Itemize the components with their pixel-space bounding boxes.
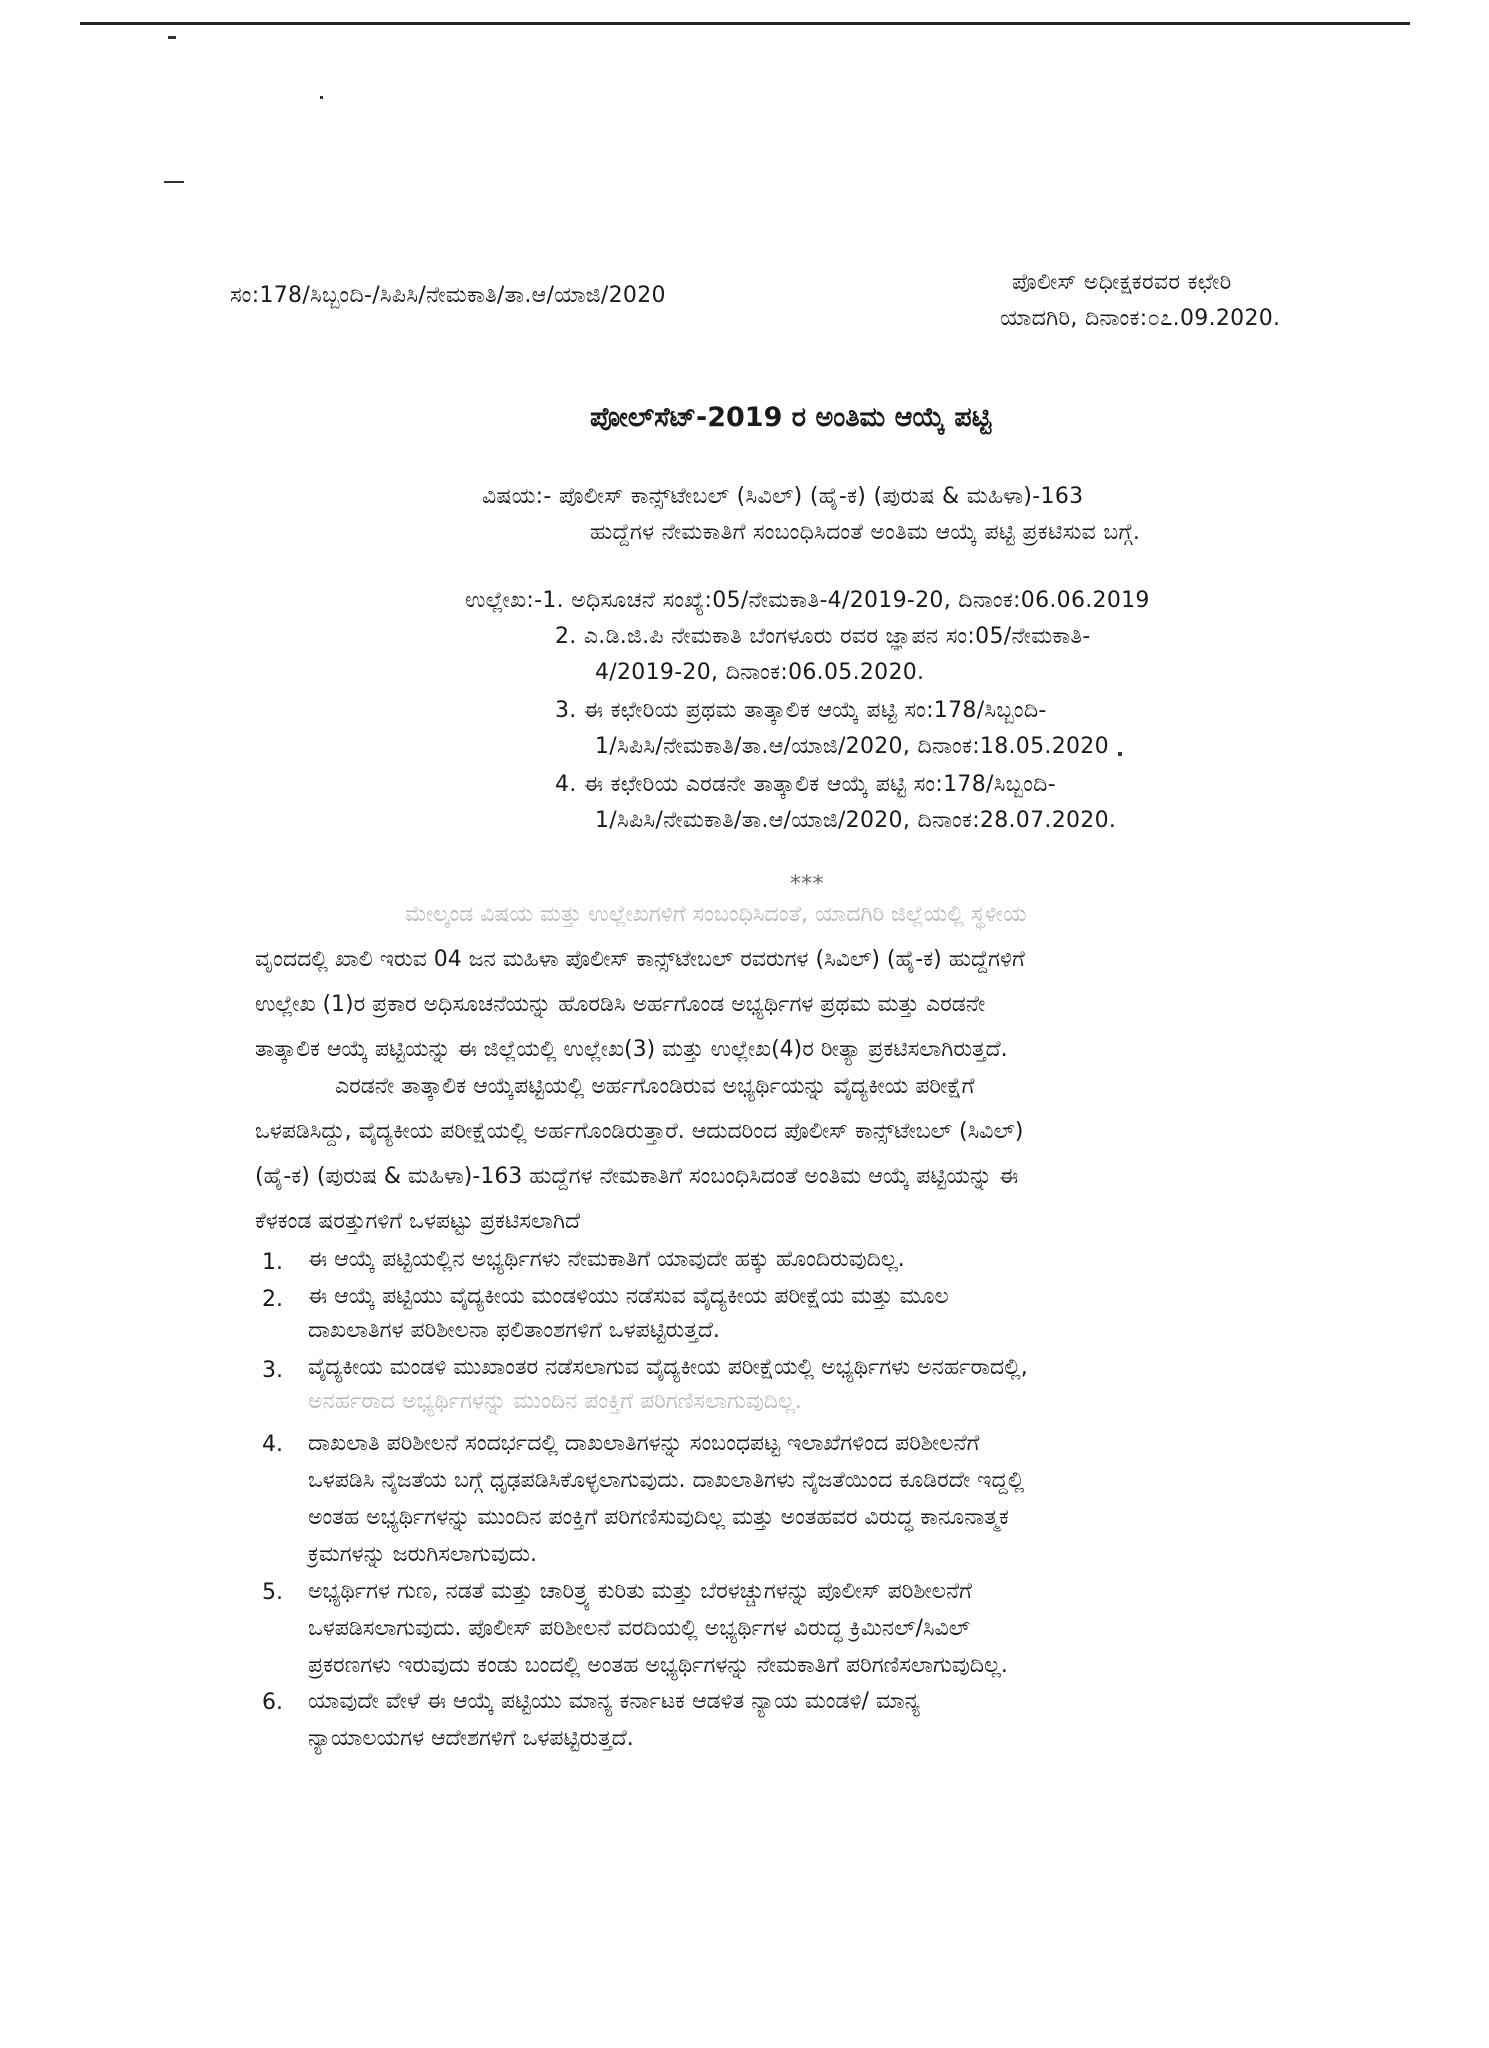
place-and-date: ಯಾದಗಿರಿ, ದಿನಾಂಕ:೦೭.09.2020. [1000, 306, 1281, 331]
condition-item [308, 1280, 949, 1348]
condition-number: 6. [262, 1690, 283, 1715]
body-line: ಕೆಳಕಂಡ ಷರತ್ತುಗಳಿಗೆ ಒಳಪಟ್ಟು ಪ್ರಕಟಿಸಲಾಗಿದೆ [255, 1209, 581, 1234]
separator: *** [790, 872, 824, 897]
condition-item [308, 1351, 1028, 1419]
condition-item [308, 1425, 1024, 1573]
condition-line: ಈ ಆಯ್ಕೆ ಪಟ್ಟಿಯು ವೈದ್ಯಕೀಯ ಮಂಡಳಿಯು ನಡೆಸುವ ವೈದ್ಯಕೀಯ ಪರೀಕ್ಷೆಯ ಮತ್ತು ಮೂಲ [308, 1284, 949, 1309]
page-title: ಪೋಲ್‌ಸೆಟ್-2019 ರ ಅಂತಿಮ ಆಯ್ಕೆ ಪಟ್ಟಿ [590, 402, 992, 433]
condition-line: ಅನರ್ಹರಾದ ಅಭ್ಯರ್ಥಿಗಳನ್ನು ಮುಂದಿನ ಪಂಕ್ತಿಗೆ ಪರಿಗಣಿಸಲಾಗುವುದಿಲ್ಲ. [308, 1389, 802, 1414]
reference-2-line-2: 4/2019-20, ದಿನಾಂಕ:06.05.2020. [595, 660, 925, 685]
condition-number: 1. [262, 1250, 283, 1275]
reference-4-line-2: 1/ಸಿಪಿಸಿ/ನೇಮಕಾತಿ/ತಾ.ಆ/ಯಾಜಿ/2020, ದಿನಾಂಕ:28.07.2020. [595, 808, 1117, 833]
reference-number: ಸಂ:178/ಸಿಬ್ಬಂದಿ-/ಸಿಪಿಸಿ/ನೇಮಕಾತಿ/ತಾ.ಆ/ಯಾಜಿ/2020 [230, 283, 666, 308]
condition-line: ಒಳಪಡಿಸಿ ನೈಜತೆಯ ಬಗ್ಗೆ ಧೃಢಪಡಿಸಿಕೊಳ್ಳಲಾಗುವುದು. ದಾಖಲಾತಿಗಳು ನೈಜತೆಯಿಂದ ಕೂಡಿರದೇ ಇದ್ದಲ್ಲಿ [308, 1468, 1025, 1493]
body-line: ಉಲ್ಲೇಖ (1)ರ ಪ್ರಕಾರ ಅಧಿಸೂಚನೆಯನ್ನು ಹೊರಡಿಸಿ ಅರ್ಹಗೊಂಡ ಅಭ್ಯರ್ಥಿಗಳ ಪ್ರಥಮ ಮತ್ತು ಎರಡನೇ [255, 992, 986, 1017]
reference-3-line-1: 3. ಈ ಕಛೇರಿಯ ಪ್ರಥಮ ತಾತ್ಕಾಲಿಕ ಆಯ್ಕೆ ಪಟ್ಟಿ ಸಂ:178/ಸಿಬ್ಬಂದಿ- [555, 698, 1047, 723]
reference-4-line-1: 4. ಈ ಕಛೇರಿಯ ಎರಡನೇ ತಾತ್ಕಾಲಿಕ ಆಯ್ಕೆ ಪಟ್ಟಿ ಸಂ:178/ಸಿಬ್ಬಂದಿ- [555, 772, 1056, 797]
body-line: ಎರಡನೇ ತಾತ್ಕಾಲಿಕ ಆಯ್ಕೆಪಟ್ಟಿಯಲ್ಲಿ ಅರ್ಹಗೊಂಡಿರುವ ಅಭ್ಯರ್ಥಿಯನ್ನು ವೈದ್ಯಕೀಯ ಪರೀಕ್ಷೆಗೆ [335, 1074, 975, 1099]
body-line: ಮೇಲ್ಕಂಡ ವಿಷಯ ಮತ್ತು ಉಲ್ಲೇಖಗಳಿಗೆ ಸಂಬಂಧಿಸಿದಂತೆ, ಯಾದಗಿರಿ ಜಿಲ್ಲೆಯಲ್ಲಿ ಸ್ಥಳೀಯ [405, 902, 1027, 927]
condition-line: ದಾಖಲಾತಿ ಪರಿಶೀಲನೆ ಸಂದರ್ಭದಲ್ಲಿ ದಾಖಲಾತಿಗಳನ್ನು ಸಂಬಂಧಪಟ್ಟ ಇಲಾಖೆಗಳಿಂದ ಪರಿಶೀಲನೆಗೆ [308, 1431, 980, 1456]
reference-2-line-1: 2. ಎ.ಡಿ.ಜಿ.ಪಿ ನೇಮಕಾತಿ ಬೆಂಗಳೂರು ರವರ ಜ್ಞಾಪನ ಸಂ:05/ನೇಮಕಾತಿ- [555, 624, 1091, 649]
body-paragraph-1 [255, 892, 1385, 1072]
body-line: ತಾತ್ಕಾಲಿಕ ಆಯ್ಕೆ ಪಟ್ಟಿಯನ್ನು ಈ ಜಿಲ್ಲೆಯಲ್ಲಿ ಉಲ್ಲೇಖ(3) ಮತ್ತು ಉಲ್ಲೇಖ(4)ರ ರೀತ್ಯಾ ಪ್ರಕಟಿಸಲಾಗಿರುತ್ತದೆ. [255, 1037, 1008, 1062]
condition-line: ದಾಖಲಾತಿಗಳ ಪರಿಶೀಲನಾ ಫಲಿತಾಂಶಗಳಿಗೆ ಒಳಪಟ್ಟಿರುತ್ತದೆ. [308, 1318, 720, 1343]
scan-speck [164, 181, 184, 183]
body-line: ವೃಂದದಲ್ಲಿ ಖಾಲಿ ಇರುವ 04 ಜನ ಮಹಿಳಾ ಪೊಲೀಸ್ ಕಾನ್ಸ್‌ಟೇಬಲ್ ರವರುಗಳ (ಸಿವಿಲ್) (ಹೈ-ಕ) ಹುದ್ದೆಗಳಿಗೆ [255, 947, 1025, 972]
condition-item [308, 1683, 920, 1757]
reference-1: ಉಲ್ಲೇಖ:-1. ಅಧಿಸೂಚನೆ ಸಂಖ್ಯೆ:05/ನೇಮಕಾತಿ-4/2019-20, ದಿನಾಂಕ:06.06.2019 [465, 588, 1150, 613]
condition-number: 5. [262, 1580, 283, 1605]
top-border-line [80, 22, 1410, 25]
scan-speck [320, 96, 323, 99]
condition-number: 4. [262, 1432, 283, 1457]
condition-line: ಅಂತಹ ಅಭ್ಯರ್ಥಿಗಳನ್ನು ಮುಂದಿನ ಪಂಕ್ತಿಗೆ ಪರಿಗಣಿಸುವುದಿಲ್ಲ ಮತ್ತು ಅಂತಹವರ ವಿರುದ್ಧ ಕಾನೂನಾತ್ಮಕ [308, 1505, 1009, 1530]
scan-speck [168, 36, 176, 39]
body-line: (ಹೈ-ಕ) (ಪುರುಷ & ಮಹಿಳಾ)-163 ಹುದ್ದೆಗಳ ನೇಮಕಾತಿಗೆ ಸಂಬಂಧಿಸಿದಂತೆ ಅಂತಿಮ ಆಯ್ಕೆ ಪಟ್ಟಿಯನ್ನು ಈ [255, 1164, 1019, 1189]
condition-line: ವೈದ್ಯಕೀಯ ಮಂಡಳಿ ಮುಖಾಂತರ ನಡೆಸಲಾಗುವ ವೈದ್ಯಕೀಯ ಪರೀಕ್ಷೆಯಲ್ಲಿ ಅಭ್ಯರ್ಥಿಗಳು ಅನರ್ಹರಾದಲ್ಲಿ, [308, 1355, 1028, 1380]
condition-line: ಒಳಪಡಿಸಲಾಗುವುದು. ಪೊಲೀಸ್ ಪರಿಶೀಲನೆ ವರದಿಯಲ್ಲಿ ಅಭ್ಯರ್ಥಿಗಳ ವಿರುದ್ಧ ಕ್ರಿಮಿನಲ್/ಸಿವಿಲ್ [308, 1616, 971, 1641]
condition-number: 3. [262, 1358, 283, 1383]
condition-item [308, 1243, 905, 1277]
condition-line: ಕ್ರಮಗಳನ್ನು ಜರುಗಿಸಲಾಗುವುದು. [308, 1542, 537, 1567]
subject-line-2: ಹುದ್ದೆಗಳ ನೇಮಕಾತಿಗೆ ಸಂಬಂಧಿಸಿದಂತೆ ಅಂತಿಮ ಆಯ್ಕೆ ಪಟ್ಟಿ ಪ್ರಕಟಿಸುವ ಬಗ್ಗೆ. [590, 520, 1141, 545]
scan-speck [1118, 752, 1122, 756]
body-line: ಒಳಪಡಿಸಿದ್ದು, ವೈದ್ಯಕೀಯ ಪರೀಕ್ಷೆಯಲ್ಲಿ ಅರ್ಹಗೊಂಡಿರುತ್ತಾರೆ. ಆದುದರಿಂದ ಪೊಲೀಸ್ ಕಾನ್ಸ್‌ಟೇಬಲ್ (ಸಿವಿಲ್) [255, 1119, 1024, 1144]
condition-line: ಯಾವುದೇ ವೇಳೆ ಈ ಆಯ್ಕೆ ಪಟ್ಟಿಯು ಮಾನ್ಯ ಕರ್ನಾಟಕ ಆಡಳಿತ ನ್ಯಾಯ ಮಂಡಳಿ/ ಮಾನ್ಯ [308, 1689, 920, 1714]
subject-line-1: ವಿಷಯ:- ಪೊಲೀಸ್ ಕಾನ್ಸ್‌ಟೇಬಲ್ (ಸಿವಿಲ್) (ಹೈ-ಕ) (ಪುರುಷ & ಮಹಿಳಾ)-163 [482, 484, 1084, 509]
body-paragraph-2 [255, 1064, 1385, 1244]
condition-line: ಅಭ್ಯರ್ಥಿಗಳ ಗುಣ, ನಡತೆ ಮತ್ತು ಚಾರಿತ್ರ್ಯ ಕುರಿತು ಮತ್ತು ಬೆರಳಚ್ಚುಗಳನ್ನು ಪೊಲೀಸ್ ಪರಿಶೀಲನೆಗೆ [308, 1579, 972, 1604]
condition-line: ಈ ಆಯ್ಕೆ ಪಟ್ಟಿಯಲ್ಲಿನ ಅಭ್ಯರ್ಥಿಗಳು ನೇಮಕಾತಿಗೆ ಯಾವುದೇ ಹಕ್ಕು ಹೊಂದಿರುವುದಿಲ್ಲ. [308, 1247, 905, 1272]
condition-line: ಪ್ರಕರಣಗಳು ಇರುವುದು ಕಂಡು ಬಂದಲ್ಲಿ ಅಂತಹ ಅಭ್ಯರ್ಥಿಗಳನ್ನು ನೇಮಕಾತಿಗೆ ಪರಿಗಣಿಸಲಾಗುವುದಿಲ್ಲ. [308, 1653, 1008, 1678]
reference-3-line-2: 1/ಸಿಪಿಸಿ/ನೇಮಕಾತಿ/ತಾ.ಆ/ಯಾಜಿ/2020, ದಿನಾಂಕ:18.05.2020 [595, 734, 1109, 759]
condition-line: ನ್ಯಾಯಾಲಯಗಳ ಆದೇಶಗಳಿಗೆ ಒಳಪಟ್ಟಿರುತ್ತದೆ. [308, 1726, 634, 1751]
condition-item [308, 1573, 1008, 1684]
condition-number: 2. [262, 1287, 283, 1312]
office-name: ಪೊಲೀಸ್ ಅಧೀಕ್ಷಕರವರ ಕಛೇರಿ [1012, 270, 1232, 295]
